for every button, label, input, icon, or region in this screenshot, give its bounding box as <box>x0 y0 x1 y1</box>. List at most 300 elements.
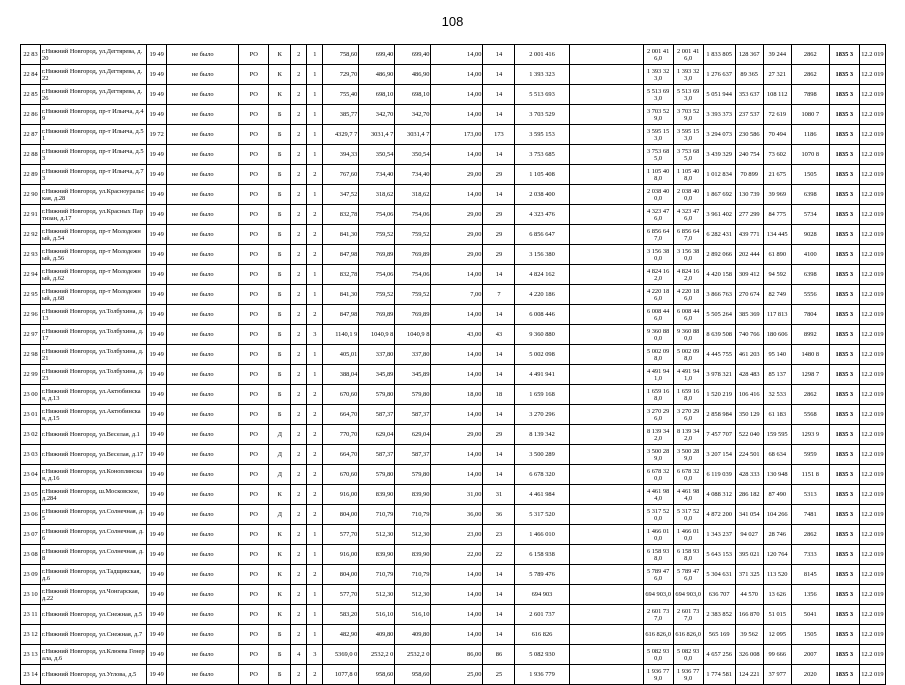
category-cell: РО <box>239 565 269 585</box>
cost-owners-cell: 113 520 <box>763 565 791 585</box>
cost-1-cell: 3 500 289,0 <box>643 445 673 465</box>
cost-budget-cell: 371 325 <box>735 565 763 585</box>
cost-fund-cell: 4 657 256 <box>703 645 735 665</box>
living-area-cell: 754,06 <box>359 205 395 225</box>
work-status-cell: не было <box>167 565 239 585</box>
year-cell: 19 49 <box>147 245 167 265</box>
cost-fund-cell: 3 866 763 <box>703 285 735 305</box>
residential-area-cell: 629,04 <box>395 425 431 445</box>
deadline-cell: 12.2 019 <box>859 305 885 325</box>
empty-cell-cell <box>569 65 643 85</box>
floors-cell: 2 <box>291 245 307 265</box>
total-area-cell: 385,77 <box>323 105 359 125</box>
empty-cell-cell <box>569 645 643 665</box>
residents-area-cell: 14,00 <box>431 465 483 485</box>
limit-cost-cell: 1835 3 <box>829 85 859 105</box>
residents-area-cell: 14,00 <box>431 585 483 605</box>
table-row <box>21 225 886 245</box>
residential-area-cell: 579,80 <box>395 385 431 405</box>
deadline-cell: 12.2 019 <box>859 485 885 505</box>
total-area-cell: 664,70 <box>323 445 359 465</box>
empty-cell-cell <box>569 365 643 385</box>
address-cell: г.Нижний Новгород, пр-т Молодежный, д.68 <box>41 285 147 305</box>
cost-budget-cell: 428 483 <box>735 365 763 385</box>
cost-fund-cell: 636 707 <box>703 585 735 605</box>
residents-area-cell: 14,00 <box>431 65 483 85</box>
entrances-cell: 2 <box>307 225 323 245</box>
cost-2-cell: 4 323 476,0 <box>673 205 703 225</box>
entrances-cell: 2 <box>307 425 323 445</box>
cost-1-cell: 694 903,0 <box>643 585 673 605</box>
cost-1-cell: 1 659 168,0 <box>643 385 673 405</box>
specific-cost-cell: 1080 7 <box>791 105 829 125</box>
cost-2-cell: 4 461 984,0 <box>673 485 703 505</box>
category-cell: РО <box>239 45 269 65</box>
cost-1-cell: 2 001 416,0 <box>643 45 673 65</box>
cost-2-cell: 9 360 880,0 <box>673 325 703 345</box>
living-area-cell: 512,30 <box>359 585 395 605</box>
residents-count-cell: 14 <box>483 345 515 365</box>
cost-owners-cell: 84 775 <box>763 205 791 225</box>
category-cell: РО <box>239 345 269 365</box>
residents-count-cell: 18 <box>483 385 515 405</box>
deadline-cell: 12.2 019 <box>859 205 885 225</box>
cost-owners-cell: 180 606 <box>763 325 791 345</box>
category-cell: РО <box>239 365 269 385</box>
cost-budget-cell: 128 367 <box>735 45 763 65</box>
total-area-cell: 1077,8 0 <box>323 665 359 685</box>
cost-fund-cell: 3 439 329 <box>703 145 735 165</box>
total-area-cell: 577,70 <box>323 585 359 605</box>
residents-count-cell: 14 <box>483 625 515 645</box>
cost-total-cell: 6 678 320 <box>515 465 569 485</box>
cost-fund-cell: 1 343 237 <box>703 525 735 545</box>
cost-owners-cell: 117 813 <box>763 305 791 325</box>
table-row <box>21 145 886 165</box>
specific-cost-cell: 5959 <box>791 445 829 465</box>
residential-area-cell: 710,79 <box>395 505 431 525</box>
limit-cost-cell: 1835 3 <box>829 345 859 365</box>
empty-cell-cell <box>569 305 643 325</box>
material-cell: Б <box>269 125 291 145</box>
residential-area-cell: 710,79 <box>395 565 431 585</box>
year-cell: 19 49 <box>147 185 167 205</box>
limit-cost-cell: 1835 3 <box>829 545 859 565</box>
entrances-cell: 3 <box>307 645 323 665</box>
empty-cell-cell <box>569 585 643 605</box>
empty-cell-cell <box>569 185 643 205</box>
entrances-cell: 2 <box>307 445 323 465</box>
material-cell: Б <box>269 405 291 425</box>
row-number-cell: 22 98 <box>21 345 41 365</box>
material-cell: Б <box>269 665 291 685</box>
cost-fund-cell: 3 978 321 <box>703 365 735 385</box>
cost-2-cell: 2 601 737,0 <box>673 605 703 625</box>
entrances-cell: 2 <box>307 485 323 505</box>
row-number-cell: 22 86 <box>21 105 41 125</box>
residents-area-cell: 29,00 <box>431 205 483 225</box>
year-cell: 19 49 <box>147 545 167 565</box>
work-status-cell: не было <box>167 485 239 505</box>
residents-count-cell: 14 <box>483 65 515 85</box>
specific-cost-cell: 5313 <box>791 485 829 505</box>
living-area-cell: 512,30 <box>359 525 395 545</box>
cost-budget-cell: 740 766 <box>735 325 763 345</box>
residents-area-cell: 14,00 <box>431 85 483 105</box>
specific-cost-cell: 6398 <box>791 185 829 205</box>
limit-cost-cell: 1835 3 <box>829 485 859 505</box>
address-cell: г.Нижний Новгород, ул.Толбухина, д.23 <box>41 365 147 385</box>
empty-cell-cell <box>569 325 643 345</box>
floors-cell: 2 <box>291 165 307 185</box>
row-number-cell: 22 85 <box>21 85 41 105</box>
cost-total-cell: 5 002 098 <box>515 345 569 365</box>
work-status-cell: не было <box>167 225 239 245</box>
residential-area-cell: 512,30 <box>395 585 431 605</box>
cost-2-cell: 6 008 446,0 <box>673 305 703 325</box>
cost-1-cell: 3 753 685,0 <box>643 145 673 165</box>
row-number-cell: 23 04 <box>21 465 41 485</box>
year-cell: 19 49 <box>147 105 167 125</box>
cost-1-cell: 3 595 153,0 <box>643 125 673 145</box>
cost-owners-cell: 51 015 <box>763 605 791 625</box>
cost-budget-cell: 44 570 <box>735 585 763 605</box>
residential-area-cell: 754,06 <box>395 265 431 285</box>
row-number-cell: 22 93 <box>21 245 41 265</box>
material-cell: К <box>269 65 291 85</box>
limit-cost-cell: 1835 3 <box>829 225 859 245</box>
specific-cost-cell: 8145 <box>791 565 829 585</box>
specific-cost-cell: 2862 <box>791 45 829 65</box>
specific-cost-cell: 5734 <box>791 205 829 225</box>
floors-cell: 2 <box>291 625 307 645</box>
cost-budget-cell: 70 899 <box>735 165 763 185</box>
row-number-cell: 22 90 <box>21 185 41 205</box>
cost-owners-cell: 95 140 <box>763 345 791 365</box>
empty-cell-cell <box>569 425 643 445</box>
deadline-cell: 12.2 019 <box>859 665 885 685</box>
material-cell: Б <box>269 645 291 665</box>
floors-cell: 2 <box>291 205 307 225</box>
limit-cost-cell: 1835 3 <box>829 405 859 425</box>
year-cell: 19 49 <box>147 225 167 245</box>
total-area-cell: 670,60 <box>323 465 359 485</box>
material-cell: Б <box>269 165 291 185</box>
living-area-cell: 629,04 <box>359 425 395 445</box>
floors-cell: 2 <box>291 105 307 125</box>
cost-budget-cell: 350 129 <box>735 405 763 425</box>
specific-cost-cell: 2020 <box>791 665 829 685</box>
table-row <box>21 585 886 605</box>
year-cell: 19 49 <box>147 65 167 85</box>
total-area-cell: 847,98 <box>323 245 359 265</box>
category-cell: РО <box>239 85 269 105</box>
work-status-cell: не было <box>167 325 239 345</box>
residents-count-cell: 14 <box>483 265 515 285</box>
cost-fund-cell: 1 774 581 <box>703 665 735 685</box>
cost-2-cell: 4 491 941,0 <box>673 365 703 385</box>
table-row <box>21 85 886 105</box>
cost-1-cell: 4 824 162,0 <box>643 265 673 285</box>
living-area-cell: 587,37 <box>359 445 395 465</box>
material-cell: Б <box>269 385 291 405</box>
specific-cost-cell: 2862 <box>791 65 829 85</box>
cost-2-cell: 6 158 938,0 <box>673 545 703 565</box>
material-cell: Б <box>269 285 291 305</box>
work-status-cell: не было <box>167 525 239 545</box>
year-cell: 19 49 <box>147 505 167 525</box>
deadline-cell: 12.2 019 <box>859 405 885 425</box>
residential-area-cell: 587,37 <box>395 405 431 425</box>
entrances-cell: 1 <box>307 265 323 285</box>
cost-total-cell: 3 270 296 <box>515 405 569 425</box>
cost-budget-cell: 89 365 <box>735 65 763 85</box>
entrances-cell: 2 <box>307 165 323 185</box>
floors-cell: 2 <box>291 345 307 365</box>
limit-cost-cell: 1835 3 <box>829 525 859 545</box>
cost-total-cell: 5 317 520 <box>515 505 569 525</box>
category-cell: РО <box>239 665 269 685</box>
address-cell: г.Нижний Новгород, ул.Дегтярева, д.20 <box>41 45 147 65</box>
living-area-cell: 734,40 <box>359 165 395 185</box>
specific-cost-cell: 1356 <box>791 585 829 605</box>
limit-cost-cell: 1835 3 <box>829 305 859 325</box>
residents-count-cell: 14 <box>483 605 515 625</box>
empty-cell-cell <box>569 85 643 105</box>
category-cell: РО <box>239 145 269 165</box>
table-row <box>21 605 886 625</box>
category-cell: РО <box>239 405 269 425</box>
deadline-cell: 12.2 019 <box>859 285 885 305</box>
empty-cell-cell <box>569 345 643 365</box>
deadline-cell: 12.2 019 <box>859 365 885 385</box>
cost-2-cell: 5 789 476,0 <box>673 565 703 585</box>
cost-owners-cell: 159 595 <box>763 425 791 445</box>
work-status-cell: не было <box>167 185 239 205</box>
entrances-cell: 1 <box>307 585 323 605</box>
address-cell: г.Нижний Новгород, ул.Чонгарская, д.22 <box>41 585 147 605</box>
cost-total-cell: 5 513 693 <box>515 85 569 105</box>
residents-count-cell: 14 <box>483 405 515 425</box>
residents-count-cell: 29 <box>483 245 515 265</box>
deadline-cell: 12.2 019 <box>859 185 885 205</box>
residents-area-cell: 36,00 <box>431 505 483 525</box>
specific-cost-cell: 5556 <box>791 285 829 305</box>
residential-area-cell: 350,54 <box>395 145 431 165</box>
floors-cell: 2 <box>291 425 307 445</box>
table-row <box>21 305 886 325</box>
residential-area-cell: 839,90 <box>395 545 431 565</box>
empty-cell-cell <box>569 545 643 565</box>
floors-cell: 2 <box>291 125 307 145</box>
cost-total-cell: 3 753 685 <box>515 145 569 165</box>
cost-budget-cell: 130 739 <box>735 185 763 205</box>
category-cell: РО <box>239 245 269 265</box>
total-area-cell: 832,78 <box>323 265 359 285</box>
specific-cost-cell: 1505 <box>791 625 829 645</box>
empty-cell-cell <box>569 385 643 405</box>
empty-cell-cell <box>569 625 643 645</box>
row-number-cell: 22 95 <box>21 285 41 305</box>
floors-cell: 2 <box>291 545 307 565</box>
entrances-cell: 2 <box>307 565 323 585</box>
table-row <box>21 125 886 145</box>
residents-count-cell: 29 <box>483 225 515 245</box>
deadline-cell: 12.2 019 <box>859 225 885 245</box>
cost-2-cell: 3 156 380,0 <box>673 245 703 265</box>
cost-budget-cell: 286 182 <box>735 485 763 505</box>
year-cell: 19 49 <box>147 625 167 645</box>
cost-total-cell: 1 659 168 <box>515 385 569 405</box>
floors-cell: 2 <box>291 325 307 345</box>
residential-area-cell: 958,60 <box>395 665 431 685</box>
cost-total-cell: 3 500 289 <box>515 445 569 465</box>
cost-2-cell: 8 139 342,0 <box>673 425 703 445</box>
specific-cost-cell: 1293 9 <box>791 425 829 445</box>
cost-2-cell: 616 826,0 <box>673 625 703 645</box>
category-cell: РО <box>239 205 269 225</box>
residents-area-cell: 18,00 <box>431 385 483 405</box>
cost-1-cell: 9 360 880,0 <box>643 325 673 345</box>
row-number-cell: 22 89 <box>21 165 41 185</box>
specific-cost-cell: 6398 <box>791 265 829 285</box>
cost-2-cell: 6 856 647,0 <box>673 225 703 245</box>
category-cell: РО <box>239 265 269 285</box>
residential-area-cell: 516,10 <box>395 605 431 625</box>
residents-count-cell: 14 <box>483 185 515 205</box>
empty-cell-cell <box>569 665 643 685</box>
row-number-cell: 22 84 <box>21 65 41 85</box>
entrances-cell: 1 <box>307 625 323 645</box>
year-cell: 19 49 <box>147 165 167 185</box>
year-cell: 19 49 <box>147 265 167 285</box>
living-area-cell: 350,54 <box>359 145 395 165</box>
year-cell: 19 49 <box>147 485 167 505</box>
cost-total-cell: 1 393 323 <box>515 65 569 85</box>
floors-cell: 2 <box>291 585 307 605</box>
residents-area-cell: 14,00 <box>431 345 483 365</box>
cost-owners-cell: 27 321 <box>763 65 791 85</box>
material-cell: Б <box>269 345 291 365</box>
cost-2-cell: 1 659 168,0 <box>673 385 703 405</box>
address-cell: г.Нижний Новгород, ул.Солнечная, д.6 <box>41 525 147 545</box>
table-row <box>21 665 886 685</box>
row-number-cell: 23 07 <box>21 525 41 545</box>
residents-area-cell: 14,00 <box>431 45 483 65</box>
cost-owners-cell: 85 137 <box>763 365 791 385</box>
cost-fund-cell: 2 892 066 <box>703 245 735 265</box>
material-cell: Б <box>269 365 291 385</box>
category-cell: РО <box>239 125 269 145</box>
cost-fund-cell: 565 169 <box>703 625 735 645</box>
cost-2-cell: 6 678 320,0 <box>673 465 703 485</box>
cost-total-cell: 2 001 416 <box>515 45 569 65</box>
work-status-cell: не было <box>167 65 239 85</box>
cost-2-cell: 3 703 529,0 <box>673 105 703 125</box>
deadline-cell: 12.2 019 <box>859 645 885 665</box>
floors-cell: 2 <box>291 365 307 385</box>
specific-cost-cell: 5568 <box>791 405 829 425</box>
residents-area-cell: 14,00 <box>431 605 483 625</box>
cost-budget-cell: 202 444 <box>735 245 763 265</box>
year-cell: 19 49 <box>147 605 167 625</box>
residents-count-cell: 29 <box>483 425 515 445</box>
empty-cell-cell <box>569 485 643 505</box>
address-cell: г.Нижний Новгород, ул.Дегтярева, д.26 <box>41 85 147 105</box>
specific-cost-cell: 1186 <box>791 125 829 145</box>
material-cell: К <box>269 605 291 625</box>
total-area-cell: 664,70 <box>323 405 359 425</box>
total-area-cell: 916,00 <box>323 485 359 505</box>
residents-area-cell: 14,00 <box>431 305 483 325</box>
table-row <box>21 385 886 405</box>
cost-budget-cell: 395 021 <box>735 545 763 565</box>
cost-2-cell: 1 936 779,0 <box>673 665 703 685</box>
specific-cost-cell: 1151 8 <box>791 465 829 485</box>
living-area-cell: 3031,4 7 <box>359 125 395 145</box>
cost-2-cell: 1 393 323,0 <box>673 65 703 85</box>
year-cell: 19 49 <box>147 585 167 605</box>
empty-cell-cell <box>569 465 643 485</box>
table-row <box>21 165 886 185</box>
limit-cost-cell: 1835 3 <box>829 585 859 605</box>
cost-1-cell: 5 317 520,0 <box>643 505 673 525</box>
residents-count-cell: 29 <box>483 165 515 185</box>
cost-fund-cell: 5 505 264 <box>703 305 735 325</box>
limit-cost-cell: 1835 3 <box>829 145 859 165</box>
cost-total-cell: 2 601 737 <box>515 605 569 625</box>
cost-1-cell: 5 513 693,0 <box>643 85 673 105</box>
empty-cell-cell <box>569 525 643 545</box>
residents-count-cell: 31 <box>483 485 515 505</box>
cost-budget-cell: 428 333 <box>735 465 763 485</box>
cost-owners-cell: 13 626 <box>763 585 791 605</box>
row-number-cell: 22 91 <box>21 205 41 225</box>
cost-budget-cell: 309 412 <box>735 265 763 285</box>
entrances-cell: 1 <box>307 545 323 565</box>
floors-cell: 2 <box>291 285 307 305</box>
residential-area-cell: 734,40 <box>395 165 431 185</box>
deadline-cell: 12.2 019 <box>859 345 885 365</box>
limit-cost-cell: 1835 3 <box>829 65 859 85</box>
entrances-cell: 1 <box>307 345 323 365</box>
residents-count-cell: 14 <box>483 85 515 105</box>
total-area-cell: 577,70 <box>323 525 359 545</box>
work-status-cell: не было <box>167 585 239 605</box>
deadline-cell: 12.2 019 <box>859 125 885 145</box>
living-area-cell: 710,79 <box>359 505 395 525</box>
total-area-cell: 847,98 <box>323 305 359 325</box>
empty-cell-cell <box>569 105 643 125</box>
total-area-cell: 5369,0 0 <box>323 645 359 665</box>
category-cell: РО <box>239 105 269 125</box>
table-row <box>21 265 886 285</box>
cost-total-cell: 1 105 408 <box>515 165 569 185</box>
cost-owners-cell: 120 764 <box>763 545 791 565</box>
work-status-cell: не было <box>167 445 239 465</box>
category-cell: РО <box>239 165 269 185</box>
cost-fund-cell: 2 383 852 <box>703 605 735 625</box>
cost-total-cell: 1 466 010 <box>515 525 569 545</box>
entrances-cell: 1 <box>307 85 323 105</box>
cost-1-cell: 4 220 186,0 <box>643 285 673 305</box>
entrances-cell: 1 <box>307 145 323 165</box>
total-area-cell: 4329,7 7 <box>323 125 359 145</box>
material-cell: Б <box>269 185 291 205</box>
total-area-cell: 758,60 <box>323 45 359 65</box>
entrances-cell: 2 <box>307 505 323 525</box>
deadline-cell: 12.2 019 <box>859 45 885 65</box>
